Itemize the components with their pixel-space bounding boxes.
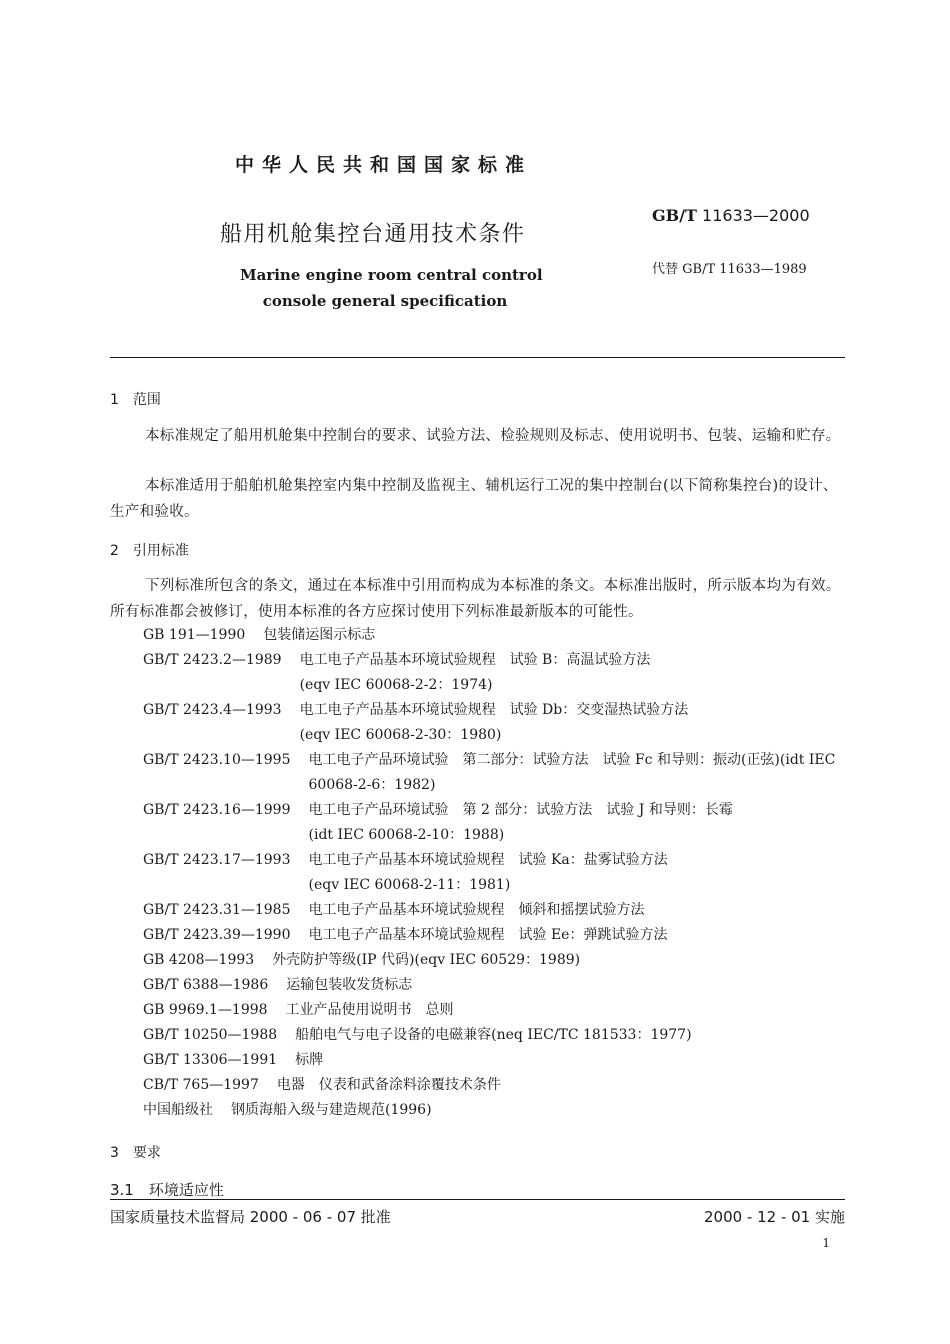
footer-rule	[110, 1199, 845, 1200]
reference-title-text: 电工电子产品基本环境试验规程 试验 Db：交变湿热试验方法	[299, 702, 689, 718]
standard-prefix: GB/T	[652, 206, 697, 225]
reference-title: 外壳防护等级(IP 代码)(eqv IEC 60529：1989)	[272, 952, 581, 968]
reference-code: CB/T 765—1997	[143, 1077, 259, 1093]
reference-code: GB/T 2423.4—1993	[143, 702, 282, 718]
reference-code: GB/T 2423.17—1993	[143, 852, 291, 868]
reference-item	[143, 1098, 848, 1123]
reference-note: (eqv IEC 60068-2-11：1981)	[308, 877, 511, 893]
reference-code: GB/T 2423.2—1989	[143, 652, 282, 668]
reference-list	[143, 623, 848, 1123]
section1-heading: 1 范围	[110, 392, 161, 408]
reference-title	[282, 648, 848, 698]
reference-title: 电工电子产品环境试验 第二部分：试验方法 试验 Fc 和导则：振动(正弦)(idt IEC 60068-2-6：1982)	[308, 752, 836, 793]
reference-title: 标牌	[295, 1052, 324, 1068]
reference-title-text: 电工电子产品基本环境试验规程 试验 B：高温试验方法	[299, 652, 651, 668]
reference-note: (eqv IEC 60068-2-2：1974)	[299, 677, 493, 693]
standard-type: 中华人民共和国国家标准	[235, 154, 533, 176]
reference-item	[143, 623, 848, 648]
standard-number	[652, 206, 810, 225]
reference-item	[143, 698, 848, 748]
reference-code: GB 4208—1993	[143, 952, 255, 968]
reference-title	[282, 698, 848, 748]
replaces-note: 代替 GB/T 11633—1989	[652, 262, 807, 277]
reference-item	[143, 1023, 848, 1048]
reference-item	[143, 923, 848, 948]
reference-title: 电器 仪表和武备涂料涂覆技术条件	[276, 1077, 501, 1093]
reference-title: 包装储运图示标志	[263, 627, 376, 643]
section3-heading: 3 要求	[110, 1145, 161, 1161]
header-rule	[110, 357, 845, 358]
reference-title	[291, 798, 849, 848]
document-title: 船用机舱集控台通用技术条件	[220, 222, 526, 247]
page-number: 1	[822, 1236, 830, 1250]
english-title-line1: Marine engine room central control	[240, 266, 543, 284]
reference-note: (eqv IEC 60068-2-30：1980)	[299, 727, 502, 743]
reference-title: 船舶电气与电子设备的电磁兼容(neq IEC/TC 181533：1977)	[295, 1027, 692, 1043]
reference-code: 中国船级社	[143, 1102, 213, 1118]
reference-item	[143, 898, 848, 923]
reference-item	[143, 948, 848, 973]
reference-item	[143, 648, 848, 698]
reference-code: GB 9969.1—1998	[143, 1002, 268, 1018]
reference-item	[143, 798, 848, 848]
reference-title: 运输包装收发货标志	[286, 977, 413, 993]
reference-title: 电工电子产品基本环境试验规程 倾斜和摇摆试验方法	[308, 902, 645, 918]
section3-1-heading: 3.1 环境适应性	[110, 1181, 224, 1199]
reference-code: GB/T 2423.31—1985	[143, 902, 291, 918]
standard-code: 11633—2000	[702, 206, 810, 225]
reference-item	[143, 848, 848, 898]
implementation-date: 2000 - 12 - 01 实施	[703, 1208, 845, 1226]
section2-para1: 下列标准所包含的条文，通过在本标准中引用而构成为本标准的条文。本标准出版时，所示版本均为有效。所有标准都会被修订，使用本标准的各方应探讨使用下列标准最新版本的可能性。	[110, 578, 841, 620]
reference-title	[291, 848, 849, 898]
reference-title-text: 电工电子产品基本环境试验规程 试验 Ka：盐雾试验方法	[308, 852, 668, 868]
section2-heading: 2 引用标准	[110, 543, 189, 559]
section1-para2: 本标准适用于船舶机舱集控室内集中控制及监视主、辅机运行工况的集中控制台(以下简称集控台)的设计、生产和验收。	[110, 478, 838, 520]
reference-note: (idt IEC 60068-2-10：1988)	[308, 827, 505, 843]
reference-title-text: 电工电子产品环境试验 第 2 部分：试验方法 试验 J 和导则：长霉	[308, 802, 733, 818]
reference-code: GB 191—1990	[143, 627, 246, 643]
reference-code: GB/T 13306—1991	[143, 1052, 278, 1068]
reference-code: GB/T 10250—1988	[143, 1027, 278, 1043]
reference-item	[143, 748, 848, 798]
reference-code: GB/T 2423.10—1995	[143, 752, 291, 768]
reference-item	[143, 998, 848, 1023]
reference-code: GB/T 2423.16—1999	[143, 802, 291, 818]
reference-title: 电工电子产品基本环境试验规程 试验 Ee：弹跳试验方法	[308, 927, 668, 943]
reference-title: 钢质海船入级与建造规范(1996)	[231, 1102, 432, 1118]
reference-title: 工业产品使用说明书 总则	[285, 1002, 454, 1018]
section1-para1: 本标准规定了船用机舱集中控制台的要求、试验方法、检验规则及标志、使用说明书、包装、运输和贮存。	[145, 428, 841, 444]
reference-item	[143, 1073, 848, 1098]
reference-code: GB/T 2423.39—1990	[143, 927, 291, 943]
approval-date: 国家质量技术监督局 2000 - 06 - 07 批准	[110, 1208, 391, 1226]
reference-item	[143, 1048, 848, 1073]
reference-code: GB/T 6388—1986	[143, 977, 269, 993]
english-title-line2: console general specification	[262, 292, 508, 310]
reference-item	[143, 973, 848, 998]
